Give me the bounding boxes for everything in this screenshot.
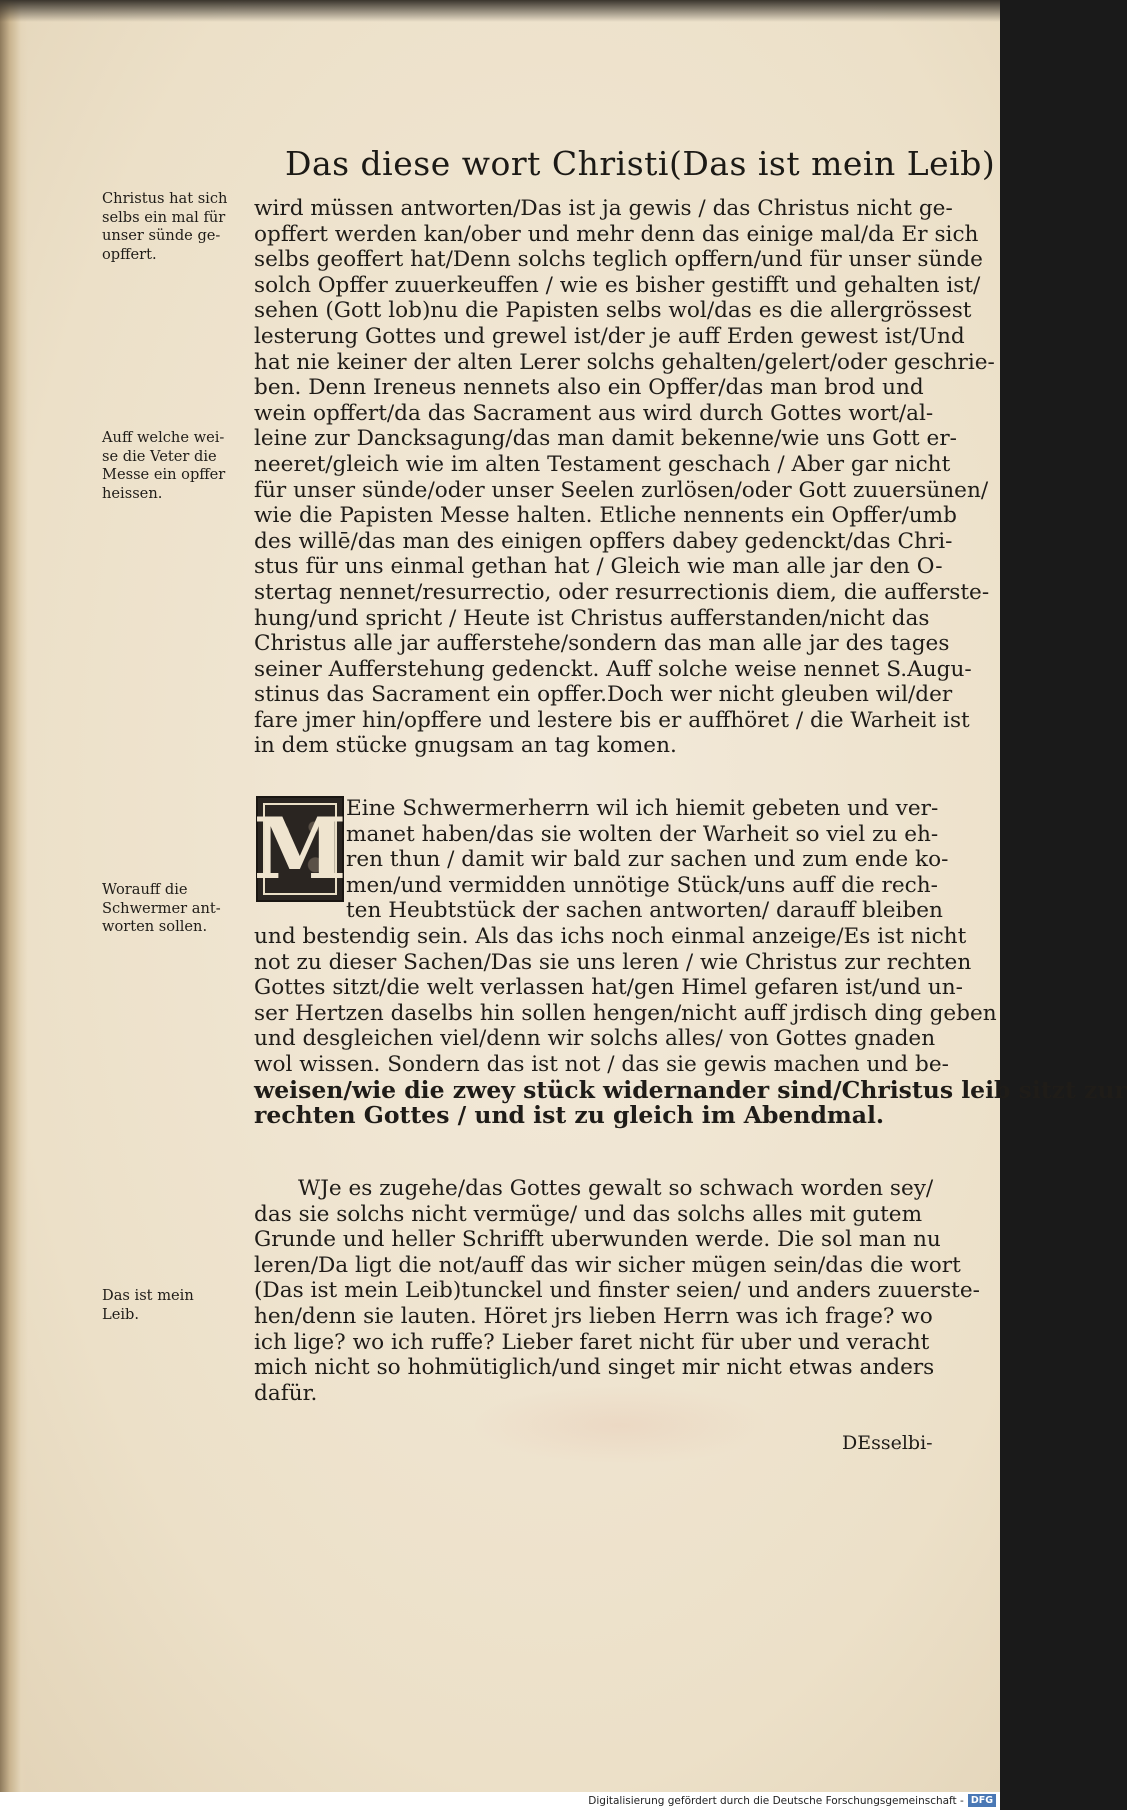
margin-note-line: worten sollen. [102,918,208,935]
margin-note-3 [102,881,252,937]
initial-letter-glyph: M [253,799,347,898]
margin-note-line: Christus hat sich [102,190,228,207]
text-line: hat nie keiner der alten Lerer solchs gehalten/gelert/oder geschrie- [254,349,995,375]
margin-note-2 [102,429,252,503]
text-line: fare jmer hin/opffere und lestere bis er auffhöret / die Warheit ist [254,707,970,733]
text-line: ten Heubtstück der sachen antworten/ darauff bleiben [346,898,943,924]
margin-note-line: Schwermer ant- [102,899,221,917]
margin-note-1 [102,190,252,264]
text-line: ren thun / damit wir bald zur sachen und zum ende ko- [346,847,949,873]
dfg-logo: DFG [968,1794,996,1807]
text-line: leren/Da ligt die not/auff das wir sicher mügen sein/das die wort [254,1252,961,1278]
text-line: sehen (Gott lob)nu die Papisten selbs wol/das es die allergrössest [254,298,972,324]
text-line: not zu dieser Sachen/Das sie uns leren / wie Christus zur rechten [254,949,972,975]
page-heading: Das diese wort Christi(Das ist mein Leib) [285,144,996,183]
text-line: lesterung Gottes und grewel ist/der je auff Erden gewest ist/Und [254,323,965,349]
text-line: (Das ist mein Leib)tunckel und finster seien/ und anders zuuerste- [254,1278,980,1304]
top-edge-shadow [0,0,1000,22]
text-line: Grunde und heller Schrifft uberwunden werde. Die sol man nu [254,1227,941,1253]
text-line: solch Opffer zuuerkeuffen / wie es bisher gestifft und gehalten ist/ [254,272,981,298]
text-line: in dem stücke gnugsam an tag komen. [254,733,677,759]
text-line: für unser sünde/oder unser Seelen zurlösen/oder Gott zuuersünen/ [254,477,989,503]
text-line: ben. Denn Ireneus nennets also ein Opffer/das man brod und [254,375,924,401]
margin-note-line: Das ist mein [102,1287,194,1304]
text-line: Gottes sitzt/die welt verlassen hat/gen Himel gefaren ist/und un- [254,975,963,1001]
text-line: ich lige? wo ich ruffe? Lieber faret nicht für uber und veracht [254,1329,930,1355]
text-line: wird müssen antworten/Das ist ja gewis / das Christus nicht ge- [254,196,953,221]
margin-note-line: selbs ein mal für [102,208,226,226]
margin-note-line: Auff welche wei- [102,429,225,446]
catchword: DEsselbi- [842,1432,933,1454]
text-line: ser Hertzen daselbs hin sollen hengen/nicht auff jrdisch ding geben [254,1000,997,1026]
text-line: selbs geoffert hat/Denn solchs teglich opffern/und für unser sünde [254,247,983,273]
text-line: stertag nennet/resurrectio, oder resurrectionis diem, die aufferste- [254,579,990,605]
text-line: dafür. [254,1380,318,1406]
margin-note-line: unser sünde ge- [102,227,221,244]
text-line: opffert werden kan/ober und mehr denn das einige mal/da Er sich [254,221,979,247]
text-line: wein opffert/da das Sacrament aus wird durch Gottes wort/al- [254,400,934,426]
text-line: und bestendig sein. Als das ichs noch einmal anzeige/Es ist nicht [254,923,967,949]
text-line: men/und vermidden unnötige Stück/uns auff die rech- [346,872,938,898]
footer-text: Digitalisierung gefördert durch die Deutsche Forschungsgemeinschaft - [588,1795,964,1807]
binding-gutter [0,0,28,1792]
text-line: des willē/das man des einigen opffers dabey gedenckt/das Chri- [254,528,953,554]
margin-note-line: opffert. [102,245,157,263]
text-line: neeret/gleich wie im alten Testament geschach / Aber gar nicht [254,451,951,477]
text-line: manet haben/das sie wolten der Warheit so viel zu eh- [346,821,939,847]
text-line: Eine Schwermerherrn wil ich hiemit gebeten und ver- [346,796,939,821]
paragraph-1 [254,196,995,759]
margin-note-line: se die Veter die [102,447,217,465]
text-line: das sie solchs nicht vermüge/ und das solchs alles mit gutem [254,1201,923,1227]
digitization-footer [0,1792,1000,1810]
text-line: weisen/wie die zwey stück widernander sind/Christus leib sitzt zur [254,1075,1127,1104]
text-line: WJe es zugehe/das Gottes gewalt so schwach worden sey/ [298,1176,934,1201]
text-line: Christus alle jar aufferstehe/sondern das man alle jar des tages [254,631,950,657]
text-line: mich nicht so hohmütiglich/und singet mir nicht etwas anders [254,1355,935,1381]
paragraph-3 [254,1176,980,1406]
margin-note-line: Messe ein opffer [102,466,226,483]
text-line: leine zur Dancksagung/das man damit bekenne/wie uns Gott er- [254,426,957,452]
paragraph-2 [254,796,1127,1130]
text-line: seiner Aufferstehung gedenckt. Auff solche weise nennet S.Augu- [254,656,972,682]
text-line: wie die Papisten Messe halten. Etliche nennents ein Opffer/umb [254,503,957,529]
text-line: hung/und spricht / Heute ist Christus aufferstanden/nicht das [254,605,930,631]
text-line: wol wissen. Sondern das ist not / das sie gewis machen und be- [254,1051,949,1077]
text-line: stus für uns einmal gethan hat / Gleich wie man alle jar den O- [254,554,943,580]
text-line: und desgleichen viel/denn wir solchs alles/ von Gottes gnaden [254,1026,936,1052]
margin-note-line: heissen. [102,484,163,502]
text-line: rechten Gottes / und ist zu gleich im Abendmal. [254,1101,885,1130]
margin-note-line: Leib. [102,1305,139,1323]
text-line: hen/denn sie lauten. Höret jrs lieben Herrn was ich frage? wo [254,1303,933,1329]
text-line: stinus das Sacrament ein opffer.Doch wer nicht gleuben wil/der [254,682,953,708]
margin-note-line: Worauff die [102,881,188,898]
margin-note-4 [102,1287,252,1324]
